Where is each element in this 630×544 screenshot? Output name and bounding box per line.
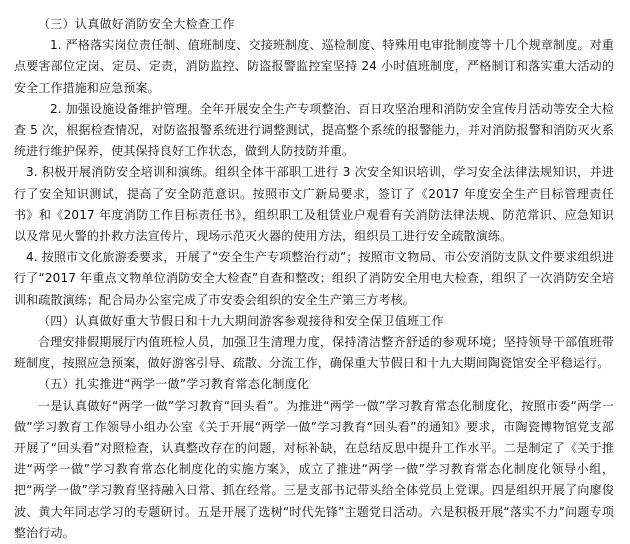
- section-heading-5: （五）扎实推进“两学一做”学习教育常态化制度化: [38, 377, 310, 392]
- paragraph-5-1: 一是认真做好“两学一做”学习教育“回头看”。为推进“两学一做”学习教育常态化制度化，按照市委“两学一做”学习教育工作领导小组办公室《关于开展“两学一做”学习教育“回头看”的通知》要求，市陶瓷博物馆党支部开展了“回头看”对照检查，认真整改存在的问题，对标补缺，在总结反思中提升工作水平。二是制定了《关于推进“两学一做”学习教育常态化制度化的实施方案》，成立了推进“两学一做”学习教育常态化制度化领导小组，把“两学一做”学习教育坚持融入日常、抓在经常。三是支部书记带头给全体党员上党课。四是组织开展了向廖俊波、黄大年同志学习的专题研讨。五是开展了选树“时代先锋”主题党日活动。六是积极开展“落实不力”问题专项整治行动。: [14, 398, 614, 540]
- paragraph-4-1: 合理安排假期展厅内值班检人员，加强卫生清理力度，保持清洁整齐舒适的参观环境；坚持领导干部值班带班制度，按照应急预案，做好游客引导、疏散、分流工作，确保重大节假日和十九大期间陶瓷馆安全平稳运行。: [14, 335, 614, 371]
- document-body: [14, 14, 614, 544]
- section-heading-3: （三）认真做好消防安全大检查工作: [38, 17, 235, 31]
- paragraph-3-4: 4. 按照市文化旅游委要求，开展了“安全生产专项整治行动”；按照市文物局、市公安消防支队文件要求组织进行了“2017 年重点文物单位消防安全大检查”自查和整改；组织了消防安全用电大检查，组织了一次消防安全培训和疏散演练；配合局办公室完成了市安委会组织的安全生产第三方考核。: [14, 250, 614, 307]
- paragraph-3-2: 2. 加强设施设备维护管理。全年开展安全生产专项整治、百日攻坚治理和消防安全宣传月活动等安全大检查 5 次，根据检查情况，对防盗报警系统进行调整测试，提高整个系统的报警能力，并对消防报警和消防灭火系统进行维护保养，使其保持良好工作状态，做到人防技防并重。: [14, 101, 614, 159]
- paragraph-3-3: 3. 积极开展消防安全培训和演练。组织全体干部职工进行 3 次安全知识培训，学习安全法律法规知识，并进行了安全知识测试，提高了安全防范意识。按照市文广新局要求，签订了《2017 年度安全生产目标管理责任书》和《2017 年度消防工作目标责任书》，组织职工及租赁业户观看有关消防法律法规、防范常识、应急知识以及常见火警的扑救方法宣传片，现场示范灭火器的使用方法，组织员工进行安全疏散演练。: [14, 165, 614, 244]
- paragraph-3-1: 1. 严格落实岗位责任制、值班制度、交接班制度、巡检制度、特殊用电审批制度等十几个规章制度。对重点要害部位定岗、定员、定责，消防监控、防盗报警监控室坚持 24 小时值班制度，严格制订和落实重大活动的安全工作措施和应急预案。: [14, 38, 614, 95]
- section-heading-4: （四）认真做好重大节假日和十九大期间游客参观接待和安全保卫值班工作: [38, 313, 444, 328]
